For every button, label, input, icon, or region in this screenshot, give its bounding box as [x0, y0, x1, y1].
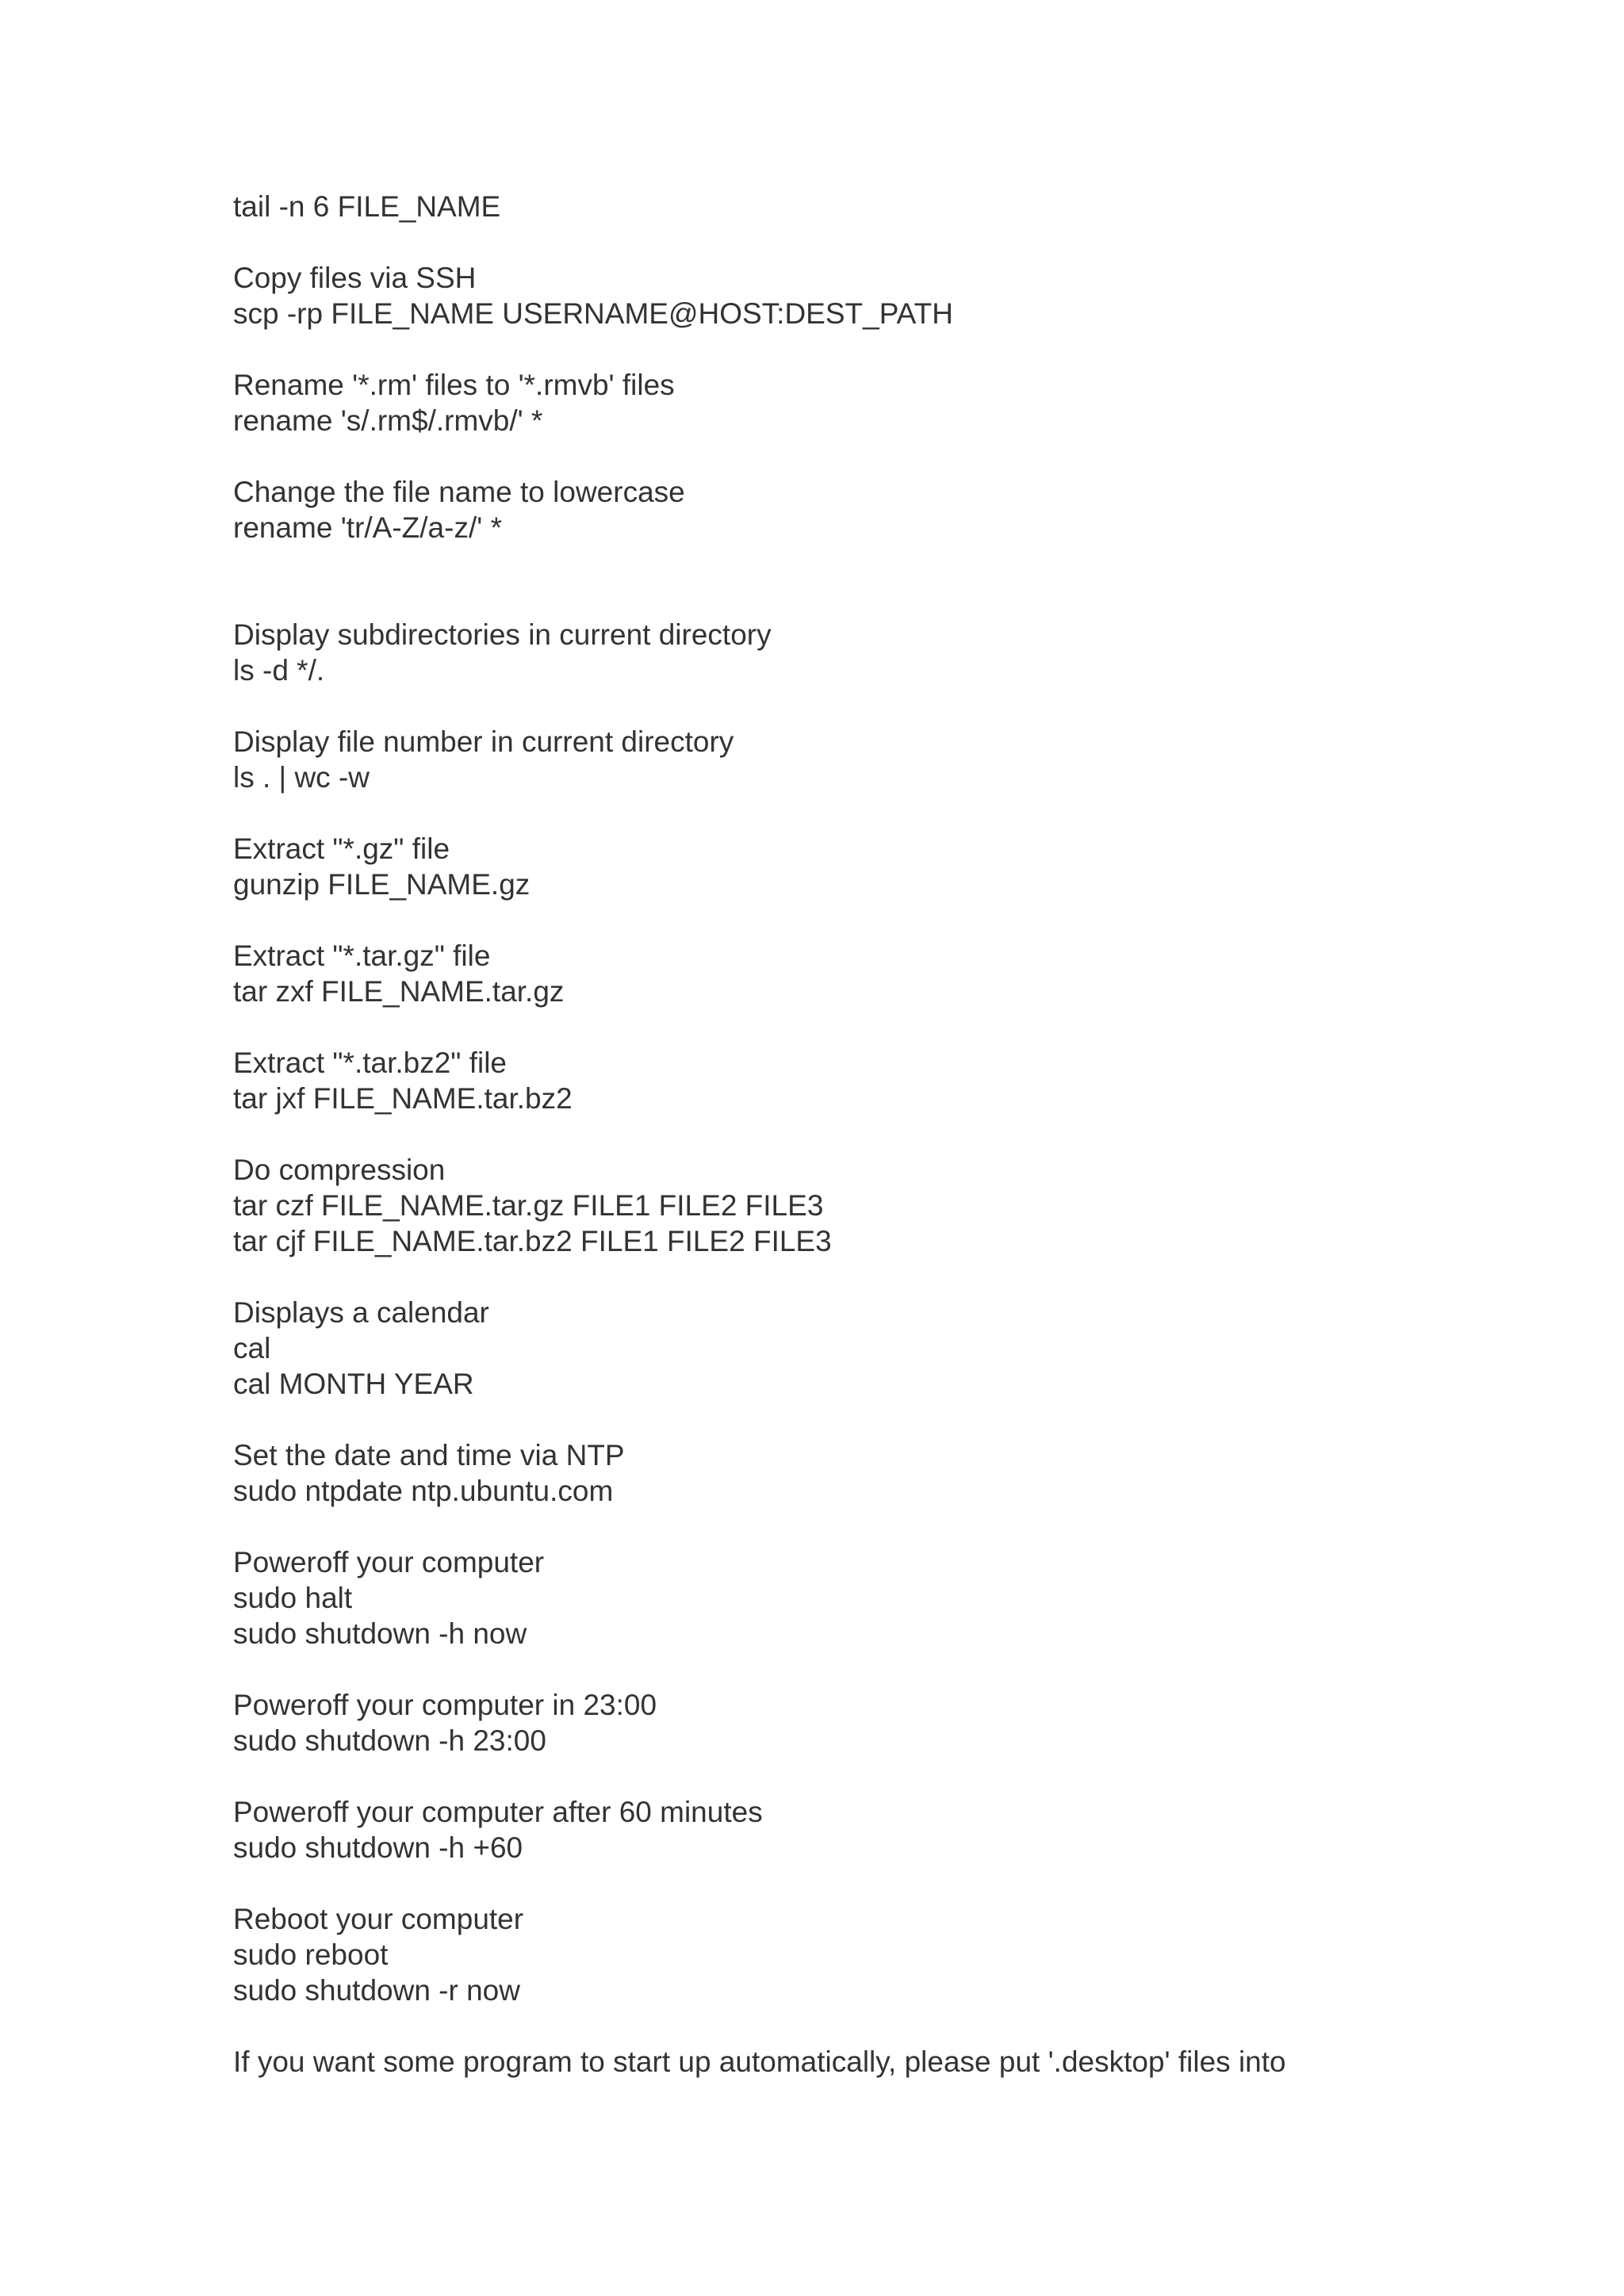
blank-line	[233, 581, 1502, 617]
text-line: Copy files via SSH	[233, 262, 477, 294]
text-line: cal MONTH YEAR	[233, 1368, 474, 1400]
text-line: Extract "*.gz" file	[233, 832, 450, 865]
blank-line	[233, 795, 1502, 831]
text-line: Extract "*.tar.gz" file	[233, 939, 491, 972]
text-line: Displays a calendar	[233, 1296, 489, 1329]
text-line: Poweroff your computer after 60 minutes	[233, 1796, 763, 1828]
text-line: Rename '*.rm' files to '*.rmvb' files	[233, 369, 675, 401]
text-line: Poweroff your computer in 23:00	[233, 1689, 657, 1721]
text-line: sudo shutdown -r now	[233, 1974, 520, 2007]
blank-line	[233, 1509, 1502, 1544]
text-line: Poweroff your computer	[233, 1546, 545, 1578]
blank-line	[233, 1651, 1502, 1687]
blank-line	[233, 1758, 1502, 1794]
blank-line	[233, 1009, 1502, 1045]
document-body	[233, 189, 1502, 2080]
text-line: Display file number in current directory	[233, 725, 734, 758]
text-line: scp -rp FILE_NAME USERNAME@HOST:DEST_PATH	[233, 297, 953, 330]
blank-line	[233, 902, 1502, 938]
text-line: tail -n 6 FILE_NAME	[233, 190, 501, 223]
blank-line	[233, 1866, 1502, 1901]
blank-line	[233, 1259, 1502, 1295]
text-line: cal	[233, 1332, 271, 1364]
text-line: tar czf FILE_NAME.tar.gz FILE1 FILE2 FILE3	[233, 1189, 824, 1222]
blank-line	[233, 545, 1502, 581]
text-line: Extract "*.tar.bz2" file	[233, 1047, 508, 1079]
text-line: gunzip FILE_NAME.gz	[233, 868, 530, 901]
blank-line	[233, 2008, 1502, 2044]
text-line: ls -d */.	[233, 654, 325, 687]
text-line: sudo shutdown -h now	[233, 1617, 527, 1650]
text-line: Display subdirectories in current directory	[233, 618, 772, 651]
blank-line	[233, 438, 1502, 474]
text-line: If you want some program to start up automatically, please put '.desktop' files into	[233, 2045, 1286, 2078]
text-line: rename 'tr/A-Z/a-z/' *	[233, 511, 502, 544]
text-line: sudo reboot	[233, 1938, 389, 1971]
text-line: tar zxf FILE_NAME.tar.gz	[233, 975, 565, 1008]
text-line: Do compression	[233, 1154, 446, 1186]
text-line: rename 's/.rm$/.rmvb/' *	[233, 404, 543, 437]
text-line: Change the file name to lowercase	[233, 476, 685, 508]
text-line: tar jxf FILE_NAME.tar.bz2	[233, 1082, 573, 1115]
blank-line	[233, 688, 1502, 724]
text-line: sudo halt	[233, 1582, 353, 1614]
text-line: sudo ntpdate ntp.ubuntu.com	[233, 1475, 614, 1507]
text-line: Set the date and time via NTP	[233, 1439, 625, 1471]
blank-line	[233, 331, 1502, 367]
blank-line	[233, 1402, 1502, 1437]
text-line: sudo shutdown -h 23:00	[233, 1724, 546, 1757]
text-line: Reboot your computer	[233, 1903, 524, 1935]
text-line: ls . | wc -w	[233, 761, 370, 794]
text-line: tar cjf FILE_NAME.tar.bz2 FILE1 FILE2 FILE3	[233, 1225, 832, 1257]
blank-line	[233, 1116, 1502, 1152]
text-line: sudo shutdown -h +60	[233, 1831, 523, 1864]
blank-line	[233, 224, 1502, 260]
